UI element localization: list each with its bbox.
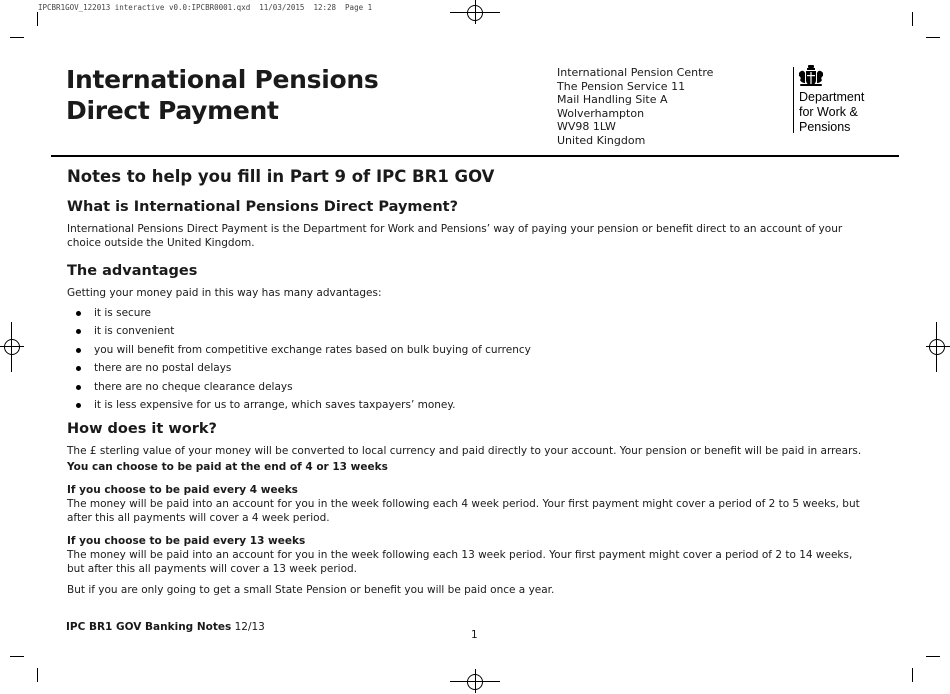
logo-text	[799, 90, 864, 135]
notes-content	[67, 166, 867, 603]
logo-bar	[793, 67, 794, 133]
page-number: 1	[471, 629, 478, 641]
address-line: United Kingdom	[557, 133, 646, 147]
small-pension-note: But if you are only going to get a small State Pension or benefit you will be paid once a year.	[67, 584, 555, 597]
form-reference: IPC BR1 GOV Banking Notes	[66, 621, 232, 633]
four-weeks-heading: If you choose to be paid every 4 weeks	[67, 484, 298, 497]
thirteen-weeks-heading: If you choose to be paid every 13 weeks	[67, 535, 306, 548]
logo-line: Pensions	[799, 120, 851, 134]
form-date: 12/13	[234, 621, 265, 633]
section-heading: What is International Pensions Direct Payment?	[67, 199, 459, 215]
section-how	[67, 420, 867, 597]
footer-reference	[66, 621, 265, 633]
dwp-logo	[793, 65, 873, 135]
list-item: there are no cheque clearance delays	[67, 378, 867, 396]
section-heading: The advantages	[67, 263, 198, 279]
list-item: it is convenient	[67, 322, 867, 340]
address-line: Mail Handling Site A	[557, 93, 668, 107]
sender-address	[557, 66, 713, 148]
four-weeks-body: The money will be paid into an account for you in the week following each 4 week period. Your first payment might cover a period of 2 to 5 weeks, but after this all payments will cover a 4 week period.	[67, 498, 860, 525]
section-what-is	[67, 198, 867, 250]
section-advantages	[67, 262, 867, 414]
header-divider	[51, 155, 899, 157]
logo-line: Department	[799, 90, 865, 104]
print-slug-line: IPCBR1GOV_122013 interactive v0.0:IPCBR0001.qxd 11/03/2015 12:28 Page 1	[38, 3, 373, 12]
list-item: there are no postal delays	[67, 359, 867, 377]
address-line: Wolverhampton	[557, 106, 645, 120]
section-heading: How does it work?	[67, 421, 217, 438]
payment-choice: You can choose to be paid at the end of 4 or 13 weeks	[67, 461, 388, 474]
logo-line: for Work &	[799, 105, 858, 119]
address-line: International Pension Centre	[557, 66, 714, 79]
title-line-2: Direct Payment	[66, 96, 279, 125]
thirteen-weeks-body: The money will be paid into an account for you in the week following each 13 week period. Your first payment might cover a period of 2 to 14 weeks, but after this all payments will cover a 13 week period.	[67, 549, 853, 576]
title-line-1: International Pensions	[66, 65, 379, 94]
list-item: it is less expensive for us to arrange, which saves taxpayers’ money.	[67, 396, 867, 414]
section-intro: Getting your money paid in this way has many advantages:	[67, 287, 382, 299]
address-line: WV98 1LW	[557, 120, 616, 134]
address-line: The Pension Service 11	[557, 79, 686, 93]
advantages-list	[67, 304, 867, 414]
notes-title: Notes to help you fill in Part 9 of IPC BR1 GOV	[67, 167, 495, 186]
document-title	[66, 64, 378, 126]
list-item: you will benefit from competitive exchange rates based on bulk buying of currency	[67, 341, 867, 359]
royal-crest-icon	[798, 65, 824, 87]
section-body: The £ sterling value of your money will be converted to local currency and paid directly to your account. Your pension or benefit will be paid in arrears.	[67, 445, 862, 458]
list-item: it is secure	[67, 304, 867, 322]
section-body: International Pensions Direct Payment is the Department for Work and Pensions’ way of paying your pension or benefit direct to an account of your choice outside the United Kingdom.	[67, 223, 843, 249]
